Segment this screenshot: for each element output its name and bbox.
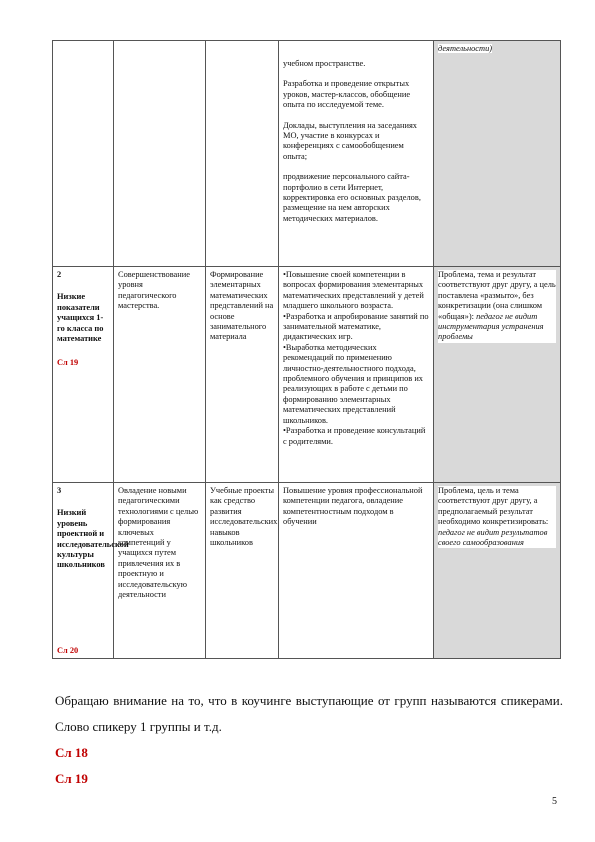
comment-conclusion: педагог не видит результатов своего самообразования (438, 527, 548, 548)
row-number: 3 (57, 486, 62, 495)
comment-conclusion: педагог не видит инструментария устранения проблемы (438, 311, 544, 342)
row1-comment-cell (434, 41, 561, 267)
action-item: •Разработка и проведение консультаций с родителями. (283, 426, 426, 446)
row1-action-text: учебном пространстве. (283, 59, 366, 68)
table-row (53, 483, 561, 659)
row1-action-text: Доклады, выступления на заседаниях МО, участие в конкурсах и конференциях с самообобщением опыта; (283, 120, 417, 161)
body-text (55, 688, 563, 792)
page-number: 5 (552, 796, 557, 807)
row3-topic-cell: Учебные проекты как средство развития исследовательских навыков школьников (206, 483, 279, 659)
action-item: •Выработка методических рекомендаций по применению личностно-деятельностного подхода, проблемного обучения и принципов их реализующих в работе с детьми по формированию элементарных математических представлений школьников. (283, 342, 423, 425)
comment-main: Проблема, цель и тема соответствуют друг другу, а предполагаемый результат необходимо конкретизировать: (438, 486, 549, 527)
row1-goal-cell (114, 41, 206, 267)
slide-label: Сл 19 (55, 771, 88, 786)
self-education-table (52, 40, 561, 659)
problem-title: Низкий уровень проектной и исследовательской культуры школьников (57, 508, 129, 570)
row2-comment-cell (434, 267, 561, 483)
row3-actions-cell: Повышение уровня профессиональной компетенции педагога, овладение компетентностным подходом в обучении (279, 483, 434, 659)
row2-actions-cell (279, 267, 434, 483)
row1-actions-cell (279, 41, 434, 267)
slide-label: Сл 19 (57, 358, 79, 368)
comment-text (438, 486, 556, 548)
action-item: •Разработка и апробирование занятий по занимательной математике, дидактических игр. (283, 311, 429, 342)
table-row (53, 267, 561, 483)
row3-comment-cell (434, 483, 561, 659)
comment-main: Проблема, тема и результат соответствуют друг другу, а цель поставлена «размыто», без конкретизации (она слишком «общая»): (438, 270, 556, 321)
row-number: 2 (57, 270, 62, 279)
slide-label: Сл 20 (57, 645, 79, 655)
problem-title: Низкие показатели учащихся 1-го класса по математике (57, 292, 104, 344)
action-item: •Повышение своей компетенции в вопросах формирования элементарных математических представлений у детей младшего школьного возраста. (283, 270, 424, 311)
body-paragraph: Обращаю внимание на то, что в коучинге выступающие от групп называются спикерами. Слово спикеру 1 группы и т.д. (55, 693, 563, 734)
row3-problem-cell (53, 483, 129, 659)
row1-comment-text: деятельности) (438, 44, 493, 53)
row2-problem-cell (53, 267, 114, 483)
comment-text (438, 270, 556, 343)
row2-topic-cell: Формирование элементарных математических представлений на основе занимательного материала (206, 267, 279, 483)
row1-topic-cell (206, 41, 279, 267)
row1-problem-cell (53, 41, 114, 267)
row1-action-text: Разработка и проведение открытых уроков, мастер-классов, обобщение опыта по исследуемой теме. (283, 79, 411, 110)
table-row (53, 41, 561, 267)
row2-goal-cell: Совершенствование уровня педагогического мастерства. (114, 267, 206, 483)
slide-label: Сл 18 (55, 745, 88, 760)
row3-goal-cell: Овладение новыми педагогическими технологиями с целью формирования ключевых компетенций у учащихся путем привлечения их в проектную и исследовательскую деятельности (114, 483, 206, 659)
row1-action-text: продвижение персонального сайта-портфолио в сети Интернет, корректировка его основных разделов, размещение на нем авторских методических материалов. (283, 172, 421, 223)
